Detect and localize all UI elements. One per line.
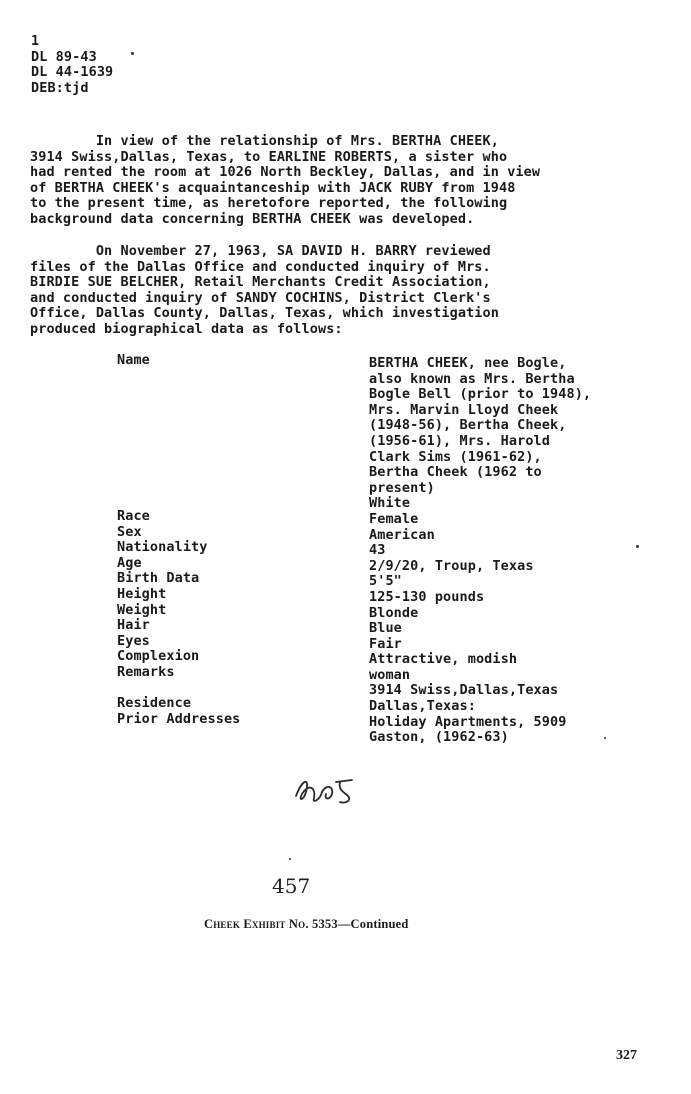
exhibit-caption-suffix: —Continued: [337, 917, 409, 931]
field-values-column: [369, 356, 591, 746]
field-value: present): [369, 479, 435, 496]
field-value: Blonde: [369, 604, 419, 621]
inquiry-paragraph: [30, 244, 499, 337]
field-label: Name: [117, 352, 150, 368]
field-label: [117, 369, 240, 385]
scan-speck: [604, 737, 606, 739]
intro-paragraph: [30, 134, 540, 227]
field-label: [117, 493, 240, 509]
field-label: Prior Addresses: [117, 710, 241, 727]
field-value: BERTHA CHEEK, nee Bogle,: [369, 355, 567, 371]
header-line: DL 89-43: [31, 48, 97, 65]
field-label: Hair: [117, 617, 150, 634]
field-value: Blue: [369, 620, 402, 637]
field-label: Residence: [117, 695, 192, 712]
scan-speck: [131, 52, 134, 55]
field-value: 43: [369, 542, 386, 559]
handwritten-scribble: [292, 770, 362, 814]
paragraph-line: files of the Dallas Office and conducted inquiry of Mrs.: [30, 258, 491, 275]
paragraph-line: In view of the relationship of Mrs. BERTHA CHEEK,: [30, 133, 499, 149]
paragraph-line: Office, Dallas County, Dallas, Texas, which investigation: [30, 305, 499, 321]
header-line: 1: [31, 33, 40, 49]
field-value: Dallas,Texas:: [369, 698, 476, 715]
field-value: (1948-56), Bertha Cheek,: [369, 417, 567, 434]
field-value: 125-130 pounds: [369, 588, 485, 605]
paragraph-line: BIRDIE SUE BELCHER, Retail Merchants Credit Association,: [30, 274, 491, 290]
field-value: 3914 Swiss,Dallas,Texas: [369, 682, 559, 699]
paragraph-line: On November 27, 1963, SA DAVID H. BARRY reviewed: [30, 243, 491, 259]
field-label: Eyes: [117, 632, 150, 649]
field-value: Bertha Cheek (1962 to: [369, 464, 542, 481]
paragraph-line: 3914 Swiss,Dallas, Texas, to EARLINE ROBERTS, a sister who: [30, 148, 508, 165]
field-label: Height: [117, 585, 167, 602]
field-value: Attractive, modish: [369, 651, 518, 668]
exhibit-caption-title: Cheek Exhibit No. 5353: [204, 917, 338, 931]
field-label: Nationality: [117, 539, 208, 556]
field-label: [117, 462, 240, 478]
field-label: Sex: [117, 523, 142, 540]
field-label: [117, 384, 240, 400]
field-value: (1956-61), Mrs. Harold: [369, 432, 551, 449]
field-value: Fair: [369, 635, 402, 652]
field-label: Remarks: [117, 663, 175, 680]
page-number: 327: [616, 1048, 637, 1063]
paragraph-line: produced biographical data as follows:: [30, 320, 343, 337]
file-header: [31, 34, 113, 96]
paragraph-line: background data concerning BERTHA CHEEK was developed.: [30, 210, 475, 227]
field-label: [117, 478, 240, 494]
field-value: Clark Sims (1961-62),: [369, 448, 542, 465]
field-value: 5'5": [369, 573, 402, 590]
field-labels-column: [117, 353, 240, 727]
field-value: Mrs. Marvin Lloyd Cheek: [369, 401, 559, 418]
field-label: [117, 447, 240, 463]
field-label: Complexion: [117, 648, 200, 665]
field-label: [117, 415, 240, 431]
handwritten-page-number: 457: [272, 874, 311, 898]
field-value: American: [369, 526, 435, 543]
scan-speck: [289, 858, 291, 860]
header-line: DL 44-1639: [31, 64, 114, 80]
field-value: White: [369, 495, 411, 512]
field-label: Weight: [117, 601, 167, 618]
exhibit-caption: [204, 917, 409, 932]
scan-speck: [636, 545, 639, 548]
field-label: [117, 400, 240, 416]
field-label: Birth Data: [117, 570, 200, 587]
header-line: DEB:tjd: [31, 79, 89, 96]
paragraph-line: and conducted inquiry of SANDY COCHINS, District Clerk's: [30, 289, 491, 306]
field-value: Female: [369, 510, 419, 527]
field-value: 2/9/20, Troup, Texas: [369, 557, 534, 574]
field-value: also known as Mrs. Bertha: [369, 370, 575, 387]
field-value: Holiday Apartments, 5909: [369, 713, 567, 730]
field-value: Gaston, (1962-63): [369, 729, 509, 746]
paragraph-line: had rented the room at 1026 North Beckley, Dallas, and in view: [30, 164, 541, 180]
field-label: [117, 680, 240, 696]
field-label: Race: [117, 507, 150, 524]
paragraph-line: to the present time, as heretofore reported, the following: [30, 195, 508, 211]
field-value: Bogle Bell (prior to 1948),: [369, 386, 592, 403]
field-label: Age: [117, 554, 142, 571]
field-label: [117, 431, 240, 447]
field-value: woman: [369, 666, 411, 683]
paragraph-line: of BERTHA CHEEK's acquaintanceship with JACK RUBY from 1948: [30, 179, 516, 196]
